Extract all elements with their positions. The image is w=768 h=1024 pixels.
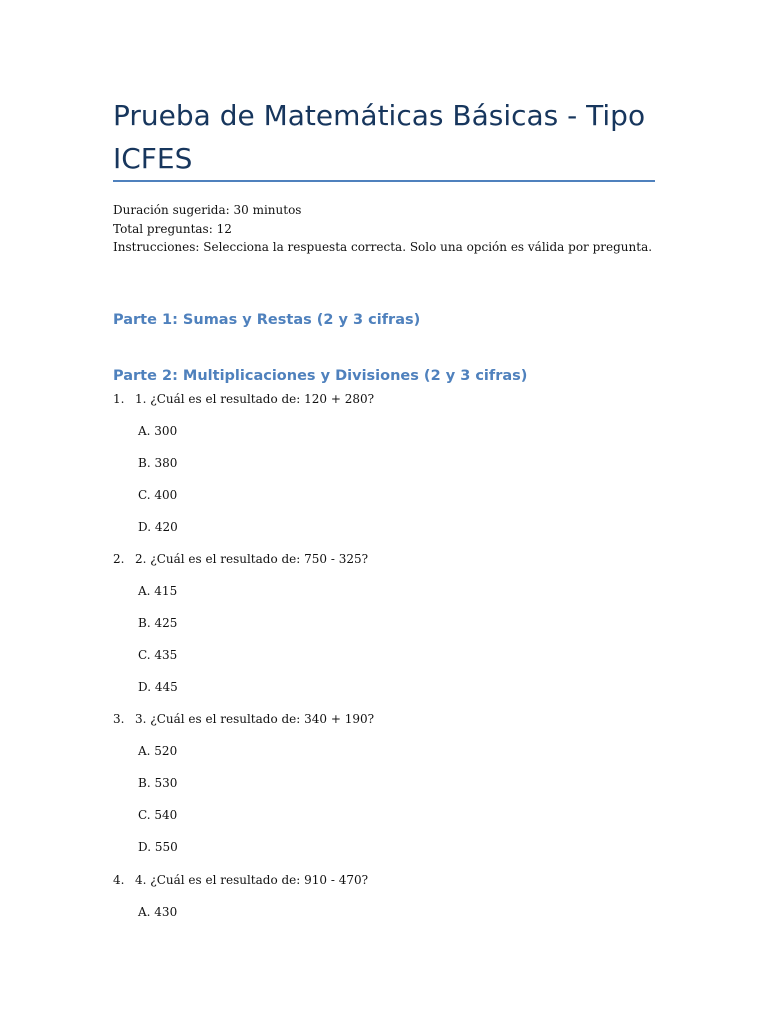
question-2-option-a: A. 415 (138, 584, 178, 598)
section-heading-part-1: Parte 1: Sumas y Restas (2 y 3 cifras) (113, 312, 421, 328)
question-3-option-b: B. 530 (138, 776, 178, 790)
duration-text: Duración sugerida: 30 minutos (113, 203, 302, 217)
question-2-option-d: D. 445 (138, 680, 178, 694)
question-1-option-c: C. 400 (138, 488, 178, 502)
question-text: 2. ¿Cuál es el resultado de: 750 - 325? (135, 552, 369, 566)
list-number: 3. (113, 712, 125, 726)
question-2-option-b: B. 425 (138, 616, 178, 630)
question-text: 1. ¿Cuál es el resultado de: 120 + 280? (135, 392, 375, 406)
question-1-option-d: D. 420 (138, 520, 178, 534)
question-3-option-d: D. 550 (138, 840, 178, 854)
question-1-option-b: B. 380 (138, 456, 178, 470)
question-text: 4. ¿Cuál es el resultado de: 910 - 470? (135, 873, 369, 887)
instructions-text: Instrucciones: Selecciona la respuesta correcta. Solo una opción es válida por pregunta. (113, 240, 653, 254)
question-2 (113, 551, 368, 567)
question-1-option-a: A. 300 (138, 424, 178, 438)
list-number: 4. (113, 873, 125, 887)
question-2-option-c: C. 435 (138, 648, 178, 662)
section-heading-part-2: Parte 2: Multiplicaciones y Divisiones (2 y 3 cifras) (113, 368, 528, 384)
total-questions-text: Total preguntas: 12 (113, 221, 232, 236)
question-3-option-a: A. 520 (138, 744, 178, 758)
document-title: Prueba de Matemáticas Básicas - Tipo ICFES (113, 99, 646, 175)
question-4-option-a: A. 430 (138, 905, 178, 919)
title-underline (113, 180, 655, 182)
question-1 (113, 391, 374, 407)
question-text: 3. ¿Cuál es el resultado de: 340 + 190? (135, 712, 375, 726)
question-3 (113, 711, 374, 727)
list-number: 2. (113, 552, 125, 566)
list-number: 1. (113, 392, 125, 406)
question-4 (113, 872, 368, 888)
question-3-option-c: C. 540 (138, 808, 178, 822)
test-info (113, 201, 652, 257)
